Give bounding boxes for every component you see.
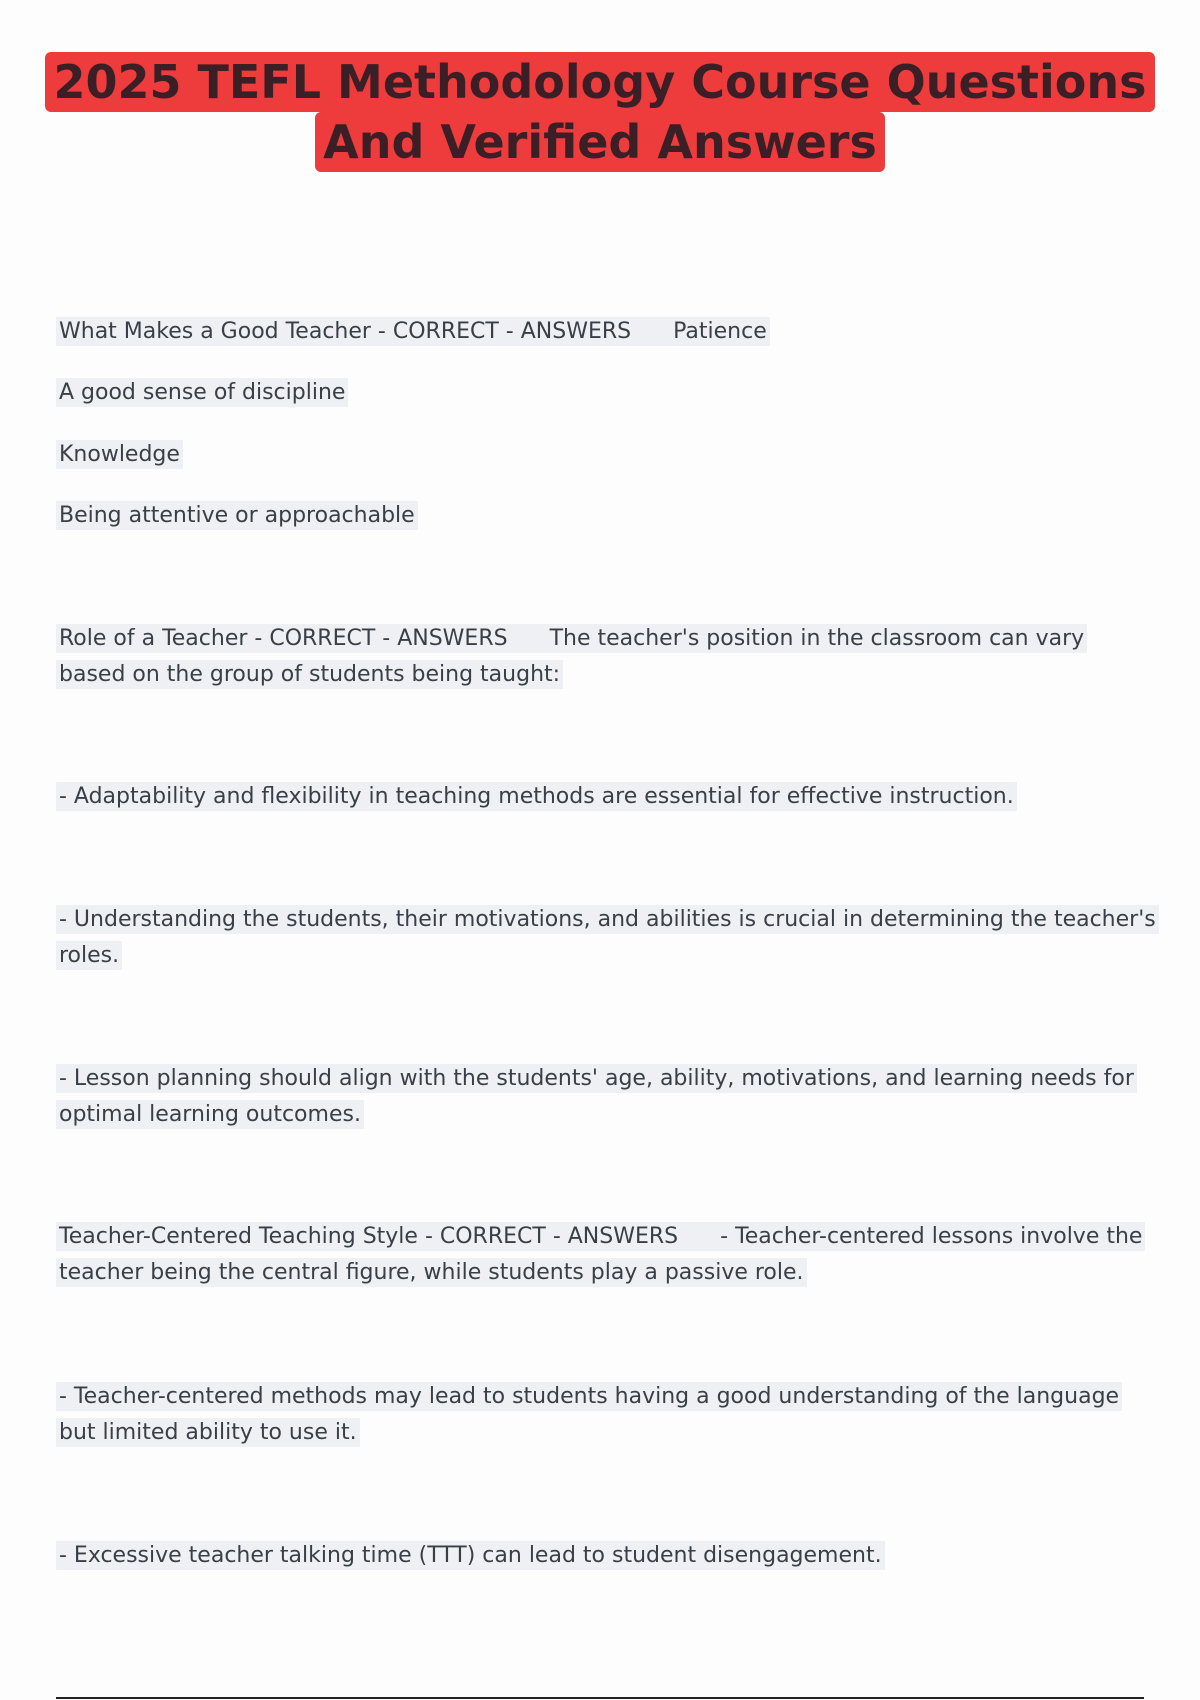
q3-question: Teacher-Centered Teaching Style - CORRECT - ANSWERS	[59, 1224, 679, 1249]
q3-answer: - Teacher-centered lessons involve the teacher being the central figure, while students play a passive role.	[59, 1224, 1143, 1285]
q1-question-line	[56, 314, 1156, 350]
q2-question: Role of a Teacher - CORRECT - ANSWERS	[59, 626, 508, 651]
q1-item: Knowledge	[56, 437, 1156, 473]
q1-item: Being attentive or approachable	[56, 498, 1156, 534]
q3-point: - Excessive teacher talking time (TTT) can lead to student disengagement.	[56, 1538, 1156, 1574]
q2-point: - Adaptability and flexibility in teaching methods are essential for effective instruction.	[56, 779, 1156, 815]
title-line-1: 2025 TEFL Methodology Course Questions	[45, 52, 1154, 112]
q1-question: What Makes a Good Teacher - CORRECT - ANSWERS	[59, 319, 632, 344]
q2-answer: The teacher's position in the classroom can vary based on the group of students being taught:	[59, 626, 1085, 687]
title-line-2: And Verified Answers	[315, 112, 885, 172]
q3-question-block	[56, 1219, 1156, 1291]
q1-item: A good sense of discipline	[56, 375, 1156, 411]
q1-answer: Patience	[673, 319, 767, 344]
q2-question-block	[56, 621, 1156, 693]
q2-point: - Lesson planning should align with the students' age, ability, motivations, and learning needs for optimal learning outcomes.	[56, 1061, 1156, 1133]
document-title	[0, 52, 1200, 172]
q2-point: - Understanding the students, their motivations, and abilities is crucial in determining the teacher's roles.	[56, 902, 1156, 974]
bottom-divider	[56, 1697, 1144, 1699]
q3-point: - Teacher-centered methods may lead to students having a good understanding of the language but limited ability to use it.	[56, 1379, 1156, 1451]
